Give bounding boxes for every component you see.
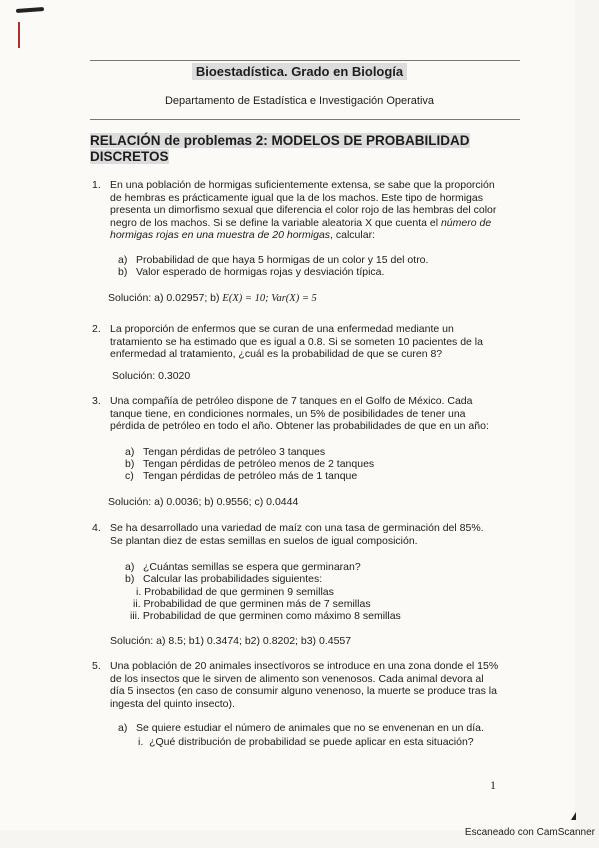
problem-4-item-b: b) Calcular las probabilidades siguientes: [125,573,323,585]
problem-3-item-b: b) Tengan pérdidas de petróleo menos de 2 tanques [125,458,375,470]
problem-2-statement: La proporción de enfermos que se curan de una enfermedad mediante un tratamiento se ha estimado que es igual a 0.8. Si se someten 10 pacientes de la enfermedad al tratamiento, ¿cuál es la probabilidad de que se curen 8? [110,323,483,361]
problem-1-item-a: a) Probabilidad de que haya 5 hormigas de un color y 15 del otro. [118,254,429,266]
page-number: 1 [490,778,496,792]
header-rule-top [90,60,520,61]
scanner-watermark: Escaneado con CamScanner [464,827,595,838]
problem-4-statement: Se ha desarrollado una variedad de maíz con una tasa de germinación del 85%. Se plantan diez de estas semillas en suelos de igual composición. [110,522,484,547]
pen-mark [16,7,44,13]
course-title: Bioestadística. Grado en Biología [0,64,599,79]
pen-mark-red [18,22,20,48]
page-corner-mark [571,812,576,820]
problem-4-subitem-ii: ii. Probabilidad de que germinen más de 7 semillas [133,598,371,610]
problem-4-number: 4. [92,522,101,534]
problem-3-statement: Una compañía de petróleo dispone de 7 tanques en el Golfo de México. Cada tanque tiene, en condiciones normales, un 5% de posibilidades de tener una pérdida de petróleo en todo el año. Obtener las probabilidades de que en un año: [110,395,489,433]
problem-2-number: 2. [92,323,101,335]
relation-title: RELACIÓN de problemas 2: MODELOS DE PROBABILIDAD DISCRETOS [90,133,470,164]
problem-2-solution: Solución: 0.3020 [112,370,191,382]
problem-1-statement: En una población de hormigas suficientemente extensa, se sabe que la proporción de hembras es prácticamente igual que la de los machos. Este tipo de hormigas presenta un dimorfismo sexual que diferencia el color rojo de las hembras del color negro de los machos. Si se define la variable aleatoria X que cuenta el número de hormigas rojas en una muestra de 20 hormigas, calcular: [110,179,497,242]
problem-4-item-a: a) ¿Cuántas semillas se espera que germinaran? [125,561,361,573]
problem-4-solution: Solución: a) 8.5; b1) 0.3474; b2) 0.8202; b3) 0.4557 [110,635,352,647]
problem-5-number: 5. [92,660,101,672]
problem-1-item-b: b) Valor esperado de hormigas rojas y desviación típica. [118,266,385,278]
problem-3-item-a: a) Tengan pérdidas de petróleo 3 tanques [125,446,326,458]
problem-5-statement: Una población de 20 animales insectívoros se introduce en una zona donde el 15% de los insectos que le sirven de alimento son venenosos. Cada animal devora al día 5 insectos (en caso de consumir alguno venenoso, la muerte se produce tras la ingesta del quinto insecto). [110,660,499,710]
problem-1-number: 1. [92,179,101,191]
header-rule-bottom [90,119,520,120]
problem-3-item-c: c) Tengan pérdidas de petróleo más de 1 tanque [125,470,358,482]
department-name: Departamento de Estadística e Investigación Operativa [164,95,435,107]
problem-4-subitem-i: i. Probabilidad de que germinen 9 semillas [136,586,334,598]
problem-5-item-a: a) Se quiere estudiar el número de animales que no se envenenan en un día. [118,722,484,734]
problem-5-subitem-i: i. ¿Qué distribución de probabilidad se puede aplicar en esta situación? [138,736,474,748]
problem-1-solution: Solución: a) 0.02957; b) E(X) = 10; Var(X) = 5 [108,292,317,304]
problem-3-number: 3. [92,395,101,407]
problem-3-solution: Solución: a) 0.0036; b) 0.9556; c) 0.0444 [108,496,299,508]
problem-4-subitem-iii: iii. Probabilidad de que germinen como máximo 8 semillas [130,610,401,622]
